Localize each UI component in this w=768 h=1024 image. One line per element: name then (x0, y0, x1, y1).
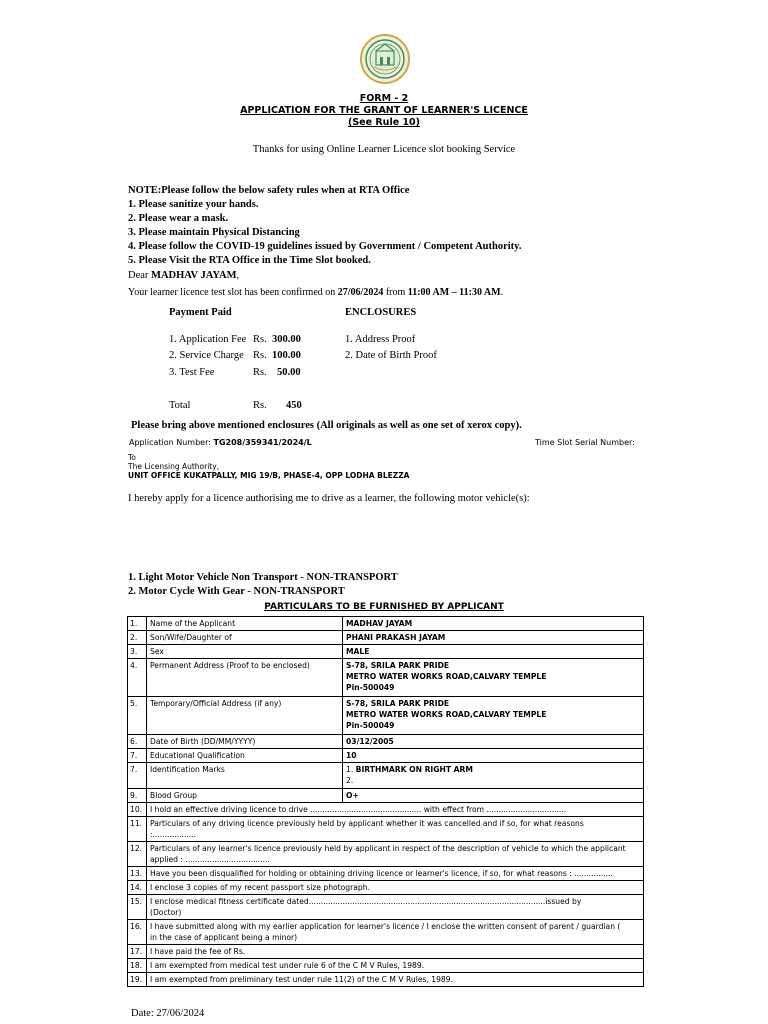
row-number: 12. (128, 842, 147, 867)
row-value: 03/12/2005 (343, 735, 644, 749)
payment-heading: Payment Paid (169, 307, 232, 318)
row-number: 15. (128, 895, 147, 920)
particulars-title: PARTICULARS TO BE FURNISHED BY APPLICANT (264, 602, 504, 612)
slot-date: 27/06/2024 (337, 287, 384, 298)
row-label: Temporary/Official Address (if any) (147, 697, 343, 735)
table-row (128, 789, 644, 803)
table-row (128, 803, 644, 817)
row-number: 7. (128, 749, 147, 763)
row-number: 19. (128, 973, 147, 987)
table-row (128, 895, 644, 920)
row-label: Son/Wife/Daughter of (147, 631, 343, 645)
table-row (128, 645, 644, 659)
slot-time: 11:00 AM – 11:30 AM (407, 287, 501, 298)
statement-text: I am exempted from preliminary test under rule 11(2) of the C M V Rules, 1989. (147, 973, 644, 987)
row-number: 1. (128, 617, 147, 631)
statement-text: I have paid the fee of Rs. (147, 945, 644, 959)
statement-text: I have submitted along with my earlier application for learner's licence / I enclose the written consent of parent / guardian ( in the case of applicant being a minor) (147, 920, 644, 945)
table-row (128, 920, 644, 945)
row-label: Name of the Applicant (147, 617, 343, 631)
payment-currency: Rs. (253, 367, 267, 378)
total-label: Total (169, 400, 191, 411)
row-number: 14. (128, 881, 147, 895)
row-value: MALE (343, 645, 644, 659)
authority-line: The Licensing Authority, (128, 462, 220, 471)
table-row (128, 749, 644, 763)
enclosure-item: 1. Address Proof (345, 334, 416, 345)
vehicle-class: 1. Light Motor Vehicle Non Transport - NON-TRANSPORT (128, 572, 398, 583)
table-row (128, 817, 644, 842)
row-label: Identification Marks (147, 763, 343, 789)
note-rule: 4. Please follow the COVID-19 guidelines issued by Government / Competent Authority. (128, 241, 522, 252)
row-label: Permanent Address (Proof to be enclosed) (147, 659, 343, 697)
apply-statement: I hereby apply for a licence authorising me to drive as a learner, the following motor vehicle(s): (128, 493, 530, 504)
statement-text: Particulars of any learner's licence previously held by applicant in respect of the description of vehicle to which the applicant applied : ................................... (147, 842, 644, 867)
payment-currency: Rs. (253, 334, 267, 345)
table-row (128, 945, 644, 959)
total-currency: Rs. (253, 400, 267, 411)
application-number: Application Number: TG208/359341/2024/L (129, 438, 312, 447)
row-value: S-78, SRILA PARK PRIDE METRO WATER WORKS ROAD,CALVARY TEMPLE Pin-500049 (343, 659, 644, 697)
table-row (128, 959, 644, 973)
statement-text: I am exempted from medical test under rule 6 of the C M V Rules, 1989. (147, 959, 644, 973)
particulars-table (127, 616, 644, 987)
row-number: 13. (128, 867, 147, 881)
row-number: 16. (128, 920, 147, 945)
time-slot-serial: Time Slot Serial Number: (535, 438, 635, 447)
row-value: 1. BIRTHMARK ON RIGHT ARM 2. (343, 763, 644, 789)
row-number: 3. (128, 645, 147, 659)
statement-text: I hold an effective driving licence to drive .............................................. with effect from ................................. (147, 803, 644, 817)
row-number: 2. (128, 631, 147, 645)
vehicle-class: 2. Motor Cycle With Gear - NON-TRANSPORT (128, 586, 345, 597)
row-number: 4. (128, 659, 147, 697)
thanks-message: Thanks for using Online Learner Licence slot booking Service (252, 144, 516, 155)
row-number: 17. (128, 945, 147, 959)
table-row (128, 867, 644, 881)
greeting: Dear MADHAV JAYAM, (128, 270, 240, 281)
form-title: APPLICATION FOR THE GRANT OF LEARNER'S LICENCE (240, 105, 528, 116)
row-value: PHANI PRAKASH JAYAM (343, 631, 644, 645)
enclosure-item: 2. Date of Birth Proof (345, 350, 437, 361)
form-rule: (See Rule 10) (347, 117, 421, 128)
row-number: 11. (128, 817, 147, 842)
row-number: 5. (128, 697, 147, 735)
table-row (128, 763, 644, 789)
row-number: 18. (128, 959, 147, 973)
bring-enclosures-note: Please bring above mentioned enclosures (All originals as well as one set of xerox copy). (131, 420, 522, 431)
applicant-name: MADHAV JAYAM (151, 270, 237, 281)
office-address: UNIT OFFICE KUKATPALLY, MIG 19/B, PHASE-4, OPP LODHA BLEZZA (128, 471, 410, 480)
to-line: To (128, 453, 136, 462)
table-row (128, 973, 644, 987)
form-number: FORM - 2 (359, 93, 409, 104)
table-row (128, 735, 644, 749)
footer-date: Date: 27/06/2024 (131, 1008, 205, 1019)
table-row (128, 617, 644, 631)
row-value: MADHAV JAYAM (343, 617, 644, 631)
payment-amount: 100.00 (272, 350, 301, 361)
row-number: 10. (128, 803, 147, 817)
note-rule: 3. Please maintain Physical Distancing (128, 227, 300, 238)
table-row (128, 697, 644, 735)
statement-text: I enclose medical fitness certificate dated..................................................................................................issued by (Doctor) (147, 895, 644, 920)
statement-text: Have you been disqualified for holding or obtaining driving licence or learner's licence, if so, for what reasons : ................ (147, 867, 644, 881)
table-row (128, 659, 644, 697)
statement-text: I enclose 3 copies of my recent passport size photograph. (147, 881, 644, 895)
row-number: 9. (128, 789, 147, 803)
government-emblem (360, 33, 410, 85)
enclosures-heading: ENCLOSURES (345, 307, 417, 318)
note-heading: NOTE:Please follow the below safety rules when at RTA Office (128, 185, 410, 196)
row-value: S-78, SRILA PARK PRIDE METRO WATER WORKS ROAD,CALVARY TEMPLE Pin-500049 (343, 697, 644, 735)
row-value: O+ (343, 789, 644, 803)
payment-amount: 300.00 (272, 334, 301, 345)
table-row (128, 881, 644, 895)
payment-label: 3. Test Fee (169, 367, 215, 378)
payment-label: 1. Application Fee (169, 334, 247, 345)
note-rule: 1. Please sanitize your hands. (128, 199, 259, 210)
note-rule: 5. Please Visit the RTA Office in the Time Slot booked. (128, 255, 371, 266)
table-row (128, 631, 644, 645)
statement-text: Particulars of any driving licence previously held by applicant whether it was cancelled and if so, for what reasons :.................. (147, 817, 644, 842)
payment-currency: Rs. (253, 350, 267, 361)
slot-confirmation: Your learner licence test slot has been confirmed on 27/06/2024 from 11:00 AM – 11:30 AM. (128, 287, 504, 298)
payment-amount: 50.00 (277, 367, 301, 378)
row-number: 6. (128, 735, 147, 749)
table-row (128, 842, 644, 867)
row-label: Sex (147, 645, 343, 659)
payment-label: 2. Service Charge (169, 350, 244, 361)
note-rule: 2. Please wear a mask. (128, 213, 229, 224)
row-value: 10 (343, 749, 644, 763)
total-amount: 450 (286, 400, 302, 411)
row-label: Date of Birth (DD/MM/YYYY) (147, 735, 343, 749)
row-number: 7. (128, 763, 147, 789)
row-label: Blood Group (147, 789, 343, 803)
row-label: Educational Qualification (147, 749, 343, 763)
